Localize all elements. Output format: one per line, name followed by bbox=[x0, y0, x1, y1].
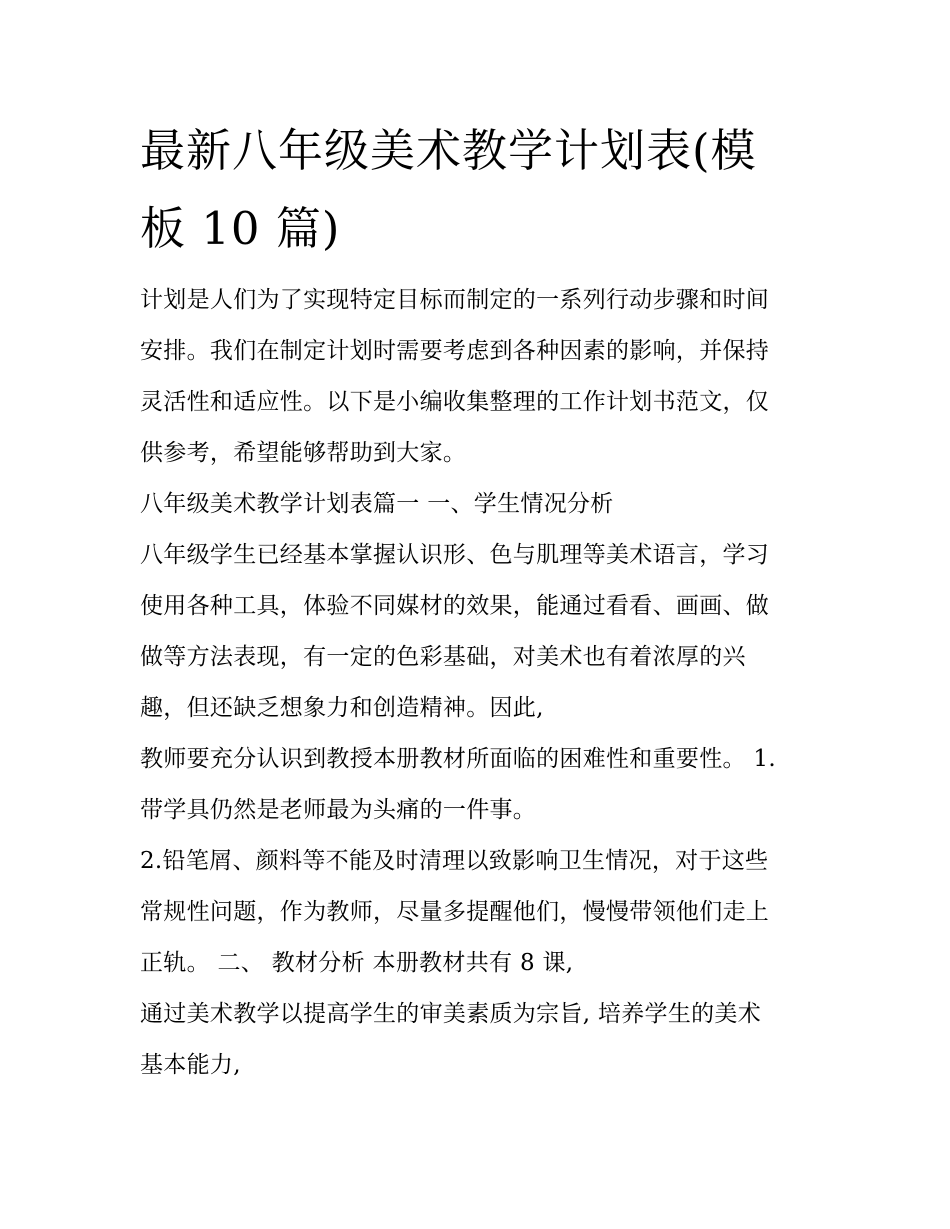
text-line: 安排。我们在制定计划时需要考虑到各种因素的影响，并保持 bbox=[140, 338, 770, 364]
text-line: 灵活性和适应性。以下是小编收集整理的工作计划书范文，仅 bbox=[140, 389, 770, 415]
text-line: 计划是人们为了实现特定目标而制定的一系列行动步骤和时间 bbox=[140, 287, 770, 313]
text-line: 教师要充分认识到教授本册教材所面临的困难性和重要性。 1. bbox=[140, 746, 776, 772]
paragraph-issues bbox=[140, 836, 820, 989]
document-title bbox=[140, 112, 820, 268]
text-line: 八年级学生已经基本掌握认识形、色与肌理等美术语言，学习 bbox=[140, 542, 770, 568]
text-line: 趣，但还缺乏想象力和创造精神。因此, bbox=[140, 695, 544, 721]
text-line: 带学具仍然是老师最为头痛的一件事。 bbox=[140, 797, 537, 823]
paragraph-student-analysis bbox=[140, 530, 820, 734]
text-line: 做等方法表现，有一定的色彩基础，对美术也有着浓厚的兴 bbox=[140, 644, 746, 670]
text-line: 通过美术教学以提高学生的审美素质为宗旨, 培养学生的美术 bbox=[140, 1001, 762, 1027]
text-line: 供参考，希望能够帮助到大家。 bbox=[140, 440, 467, 466]
title-line: 最新八年级美术教学计划表(模 bbox=[140, 124, 757, 177]
text-line: 基本能力, bbox=[140, 1052, 241, 1078]
paragraph-goals bbox=[140, 989, 820, 1091]
text-line: 使用各种工具，体验不同媒材的效果，能通过看看、画画、做 bbox=[140, 593, 770, 619]
paragraph-teacher bbox=[140, 734, 820, 836]
text-line: 正轨。 二、 教材分析 本册教材共有 8 课, bbox=[140, 950, 574, 976]
document-body bbox=[140, 275, 820, 1091]
text-line: 常规性问题，作为教师，尽量多提醒他们，慢慢带领他们走上 bbox=[140, 899, 770, 925]
paragraph-intro bbox=[140, 275, 820, 479]
text-line: 2.铅笔屑、颜料等不能及时清理以致影响卫生情况，对于这些 bbox=[140, 848, 769, 874]
title-line: 板 10 篇) bbox=[140, 202, 341, 255]
paragraph-section-heading bbox=[140, 479, 820, 530]
text-line: 八年级美术教学计划表篇一 一、学生情况分析 bbox=[140, 491, 614, 517]
